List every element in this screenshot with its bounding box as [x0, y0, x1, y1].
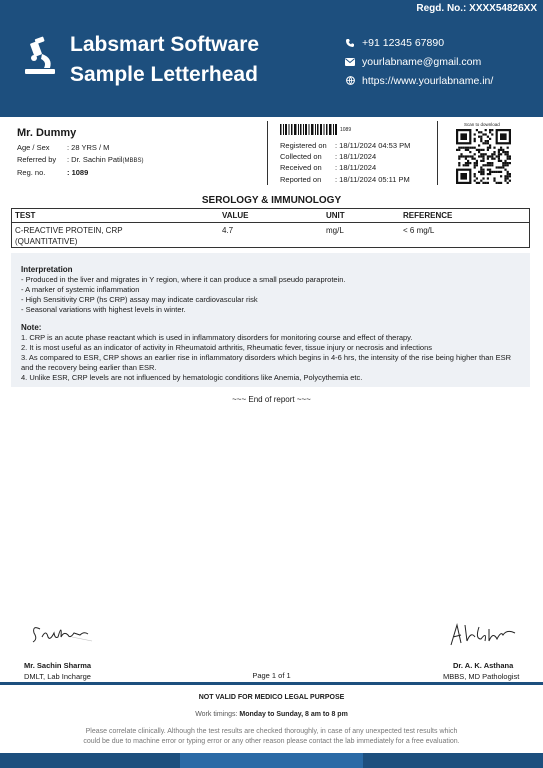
date-value: : 18/11/2024	[335, 163, 377, 173]
test-name-line2: (QUANTITATIVE)	[15, 236, 78, 246]
patient-name: Mr. Dummy	[17, 127, 77, 139]
date-label: Received on	[280, 163, 322, 173]
footer-note-line: Please correlate clinically. Although the test results are checked thoroughly, in case of any unexpected test results which	[85, 728, 458, 735]
globe-icon	[343, 75, 357, 87]
test-unit: mg/L	[326, 226, 344, 235]
qr-caption: Scan to download	[464, 122, 500, 127]
test-name-line1: C-REACTIVE PROTEIN, CRP	[15, 226, 123, 235]
patient-field-age-sex	[17, 142, 143, 154]
divider	[437, 121, 438, 185]
column-header-reference: REFERENCE	[403, 211, 453, 220]
column-header-value: VALUE	[222, 211, 249, 220]
report-dates	[280, 140, 410, 185]
right-signatory-role: MBBS, MD Pathologist	[443, 672, 520, 681]
patient-field-referred-by	[17, 154, 143, 167]
section-title: SEROLOGY & IMMUNOLOGY	[201, 195, 342, 206]
work-timings-label: Work timings:	[195, 711, 240, 718]
contact-phone	[343, 33, 493, 52]
results-table	[11, 208, 530, 248]
phone-number[interactable]: +91 12345 67890	[362, 36, 445, 49]
page-number: Page 1 of 1	[252, 671, 291, 680]
patient-details	[0, 121, 543, 187]
column-header-unit: UNIT	[326, 211, 345, 220]
note-line: 1. CRP is an acute phase reactant which is used in inflammatory disorders for monitoring course and effect of therapy.	[21, 333, 413, 342]
interpretation-heading: Interpretation	[21, 265, 73, 274]
bottom-bar	[0, 753, 543, 768]
work-timings	[0, 711, 543, 718]
phone-icon	[343, 37, 357, 49]
field-label: Age / Sex	[17, 143, 50, 152]
microscope-logo-icon	[22, 36, 58, 76]
field-value: : 1089	[67, 168, 89, 177]
bottom-bar-accent	[180, 753, 363, 768]
contact-website	[343, 71, 493, 90]
right-signatory-name: Dr. A. K. Asthana	[453, 661, 514, 670]
patient-field-reg-no	[17, 167, 143, 179]
note-heading: Note:	[21, 323, 42, 332]
lab-name-line1: Labsmart Software	[70, 33, 260, 56]
spacer	[21, 315, 520, 323]
registration-number: Regd. No.: XXXX54826XX	[416, 3, 537, 14]
left-signatory-role: DMLT, Lab Incharge	[24, 672, 91, 681]
footer-note-line: could be due to machine error or typing error or any other reason please contact the lab immediately for a free evaluation.	[83, 738, 460, 745]
legal-disclaimer: NOT VALID FOR MEDICO LEGAL PURPOSE	[198, 694, 345, 701]
date-received	[280, 162, 410, 173]
signature-image	[28, 617, 98, 647]
test-name	[15, 226, 123, 247]
note-line: 4. Unlike ESR, CRP levels are not influenced by hematologic conditions like Anemia, Polycythemia etc.	[21, 373, 363, 382]
field-label: Reg. no.	[17, 168, 46, 177]
date-label: Collected on	[280, 152, 322, 162]
barcode-icon	[280, 124, 337, 135]
table-header	[12, 209, 529, 223]
letterhead-header	[0, 0, 543, 117]
column-header-test: TEST	[15, 211, 36, 220]
end-of-report: ~~~ End of report ~~~	[232, 395, 311, 404]
lab-name	[70, 30, 259, 90]
patient-fields	[17, 142, 143, 179]
date-reported	[280, 174, 410, 185]
divider	[267, 121, 268, 185]
note-line: 3. As compared to ESR, CRP shows an earlier rise in inflammatory disorders which begins in 4-6 hrs, the intensity of the rise being higher than ESR and the recovery being earlier than ESR.	[21, 353, 512, 372]
left-signatory-name: Mr. Sachin Sharma	[24, 661, 92, 670]
note-line: 2. It is most useful as an indicator of activity in Rheumatoid arthritis, Rheumatic fever, tissue injury or necrosis and infections	[21, 343, 433, 352]
signature-left	[24, 617, 108, 681]
date-label: Reported on	[280, 174, 322, 184]
date-value: : 18/11/2024	[335, 152, 377, 162]
interpretation-line: - Seasonal variations with highest levels in winter.	[21, 305, 186, 314]
date-value: : 18/11/2024 05:11 PM	[335, 174, 410, 184]
footer-divider	[0, 682, 543, 685]
test-reference: < 6 mg/L	[403, 226, 435, 235]
interpretation-line: - High Sensitivity CRP (hs CRP) assay may indicate cardiovascular risk	[21, 295, 258, 304]
interpretation-box	[11, 253, 530, 387]
interpretation-line: - Produced in the liver and migrates in Y region, where it can produce a small pseudo paraprotein.	[21, 275, 346, 284]
lab-name-line2: Sample Letterhead	[70, 63, 258, 86]
contact-info	[343, 33, 493, 90]
test-value: 4.7	[222, 226, 234, 235]
signature-image	[443, 617, 523, 651]
signature-right	[443, 617, 523, 681]
date-label: Registered on	[280, 141, 327, 150]
field-suffix: (MBBS)	[122, 158, 144, 164]
footer-note	[40, 727, 503, 747]
barcode-number: 1089	[340, 127, 352, 133]
field-value: : Dr. Sachin Patil	[67, 155, 123, 164]
work-timings-value: Monday to Sunday, 8 am to 8 pm	[239, 711, 348, 718]
field-label: Referred by	[17, 155, 57, 164]
qr-code-icon[interactable]	[456, 129, 511, 184]
contact-email	[343, 52, 493, 71]
email-address[interactable]: yourlabname@gmail.com	[362, 55, 482, 68]
table-row	[12, 224, 529, 248]
mail-icon	[343, 56, 357, 68]
field-value: : 28 YRS / M	[67, 143, 110, 152]
date-registered	[280, 140, 410, 151]
date-collected	[280, 151, 410, 162]
date-value: : 18/11/2024 04:53 PM	[335, 141, 411, 150]
website-url[interactable]: https://www.yourlabname.in/	[362, 74, 494, 87]
interpretation-line: - A marker of systemic inflammation	[21, 285, 140, 294]
